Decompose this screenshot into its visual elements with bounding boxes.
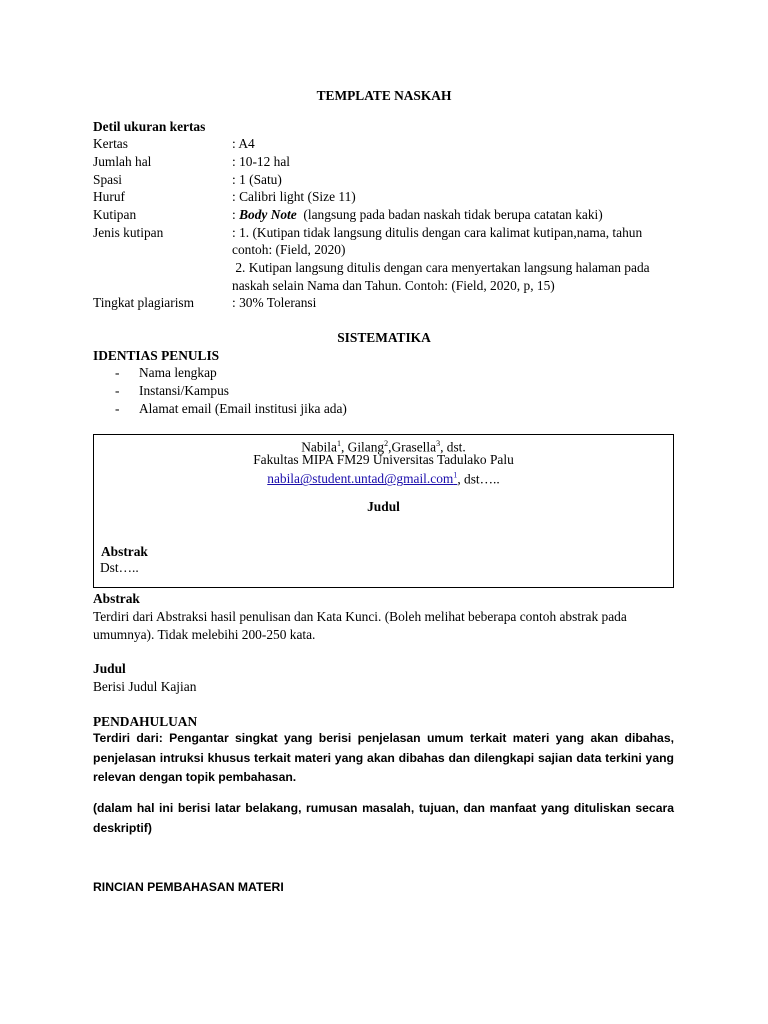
bullet-text: Nama lengkap xyxy=(139,365,217,380)
pendahuluan-line: deskriptif) xyxy=(93,821,152,835)
list-item xyxy=(115,364,217,382)
row-key: Kutipan xyxy=(93,207,137,222)
paper-row-jenis-3 xyxy=(93,259,683,277)
row-key: Kertas xyxy=(93,136,128,151)
document-title: TEMPLATE NASKAH xyxy=(316,88,452,103)
row-value: 2. Kutipan langsung ditulis dengan cara menyertakan langsung halaman pada xyxy=(232,260,650,275)
row-key: Jenis kutipan xyxy=(93,225,164,240)
box-dst: Dst….. xyxy=(100,560,139,575)
paper-row-kertas xyxy=(93,135,683,153)
email-text: nabila@student.untad@gmail.com xyxy=(267,471,454,487)
bullet-mark: - xyxy=(115,383,120,398)
author-name: , dst. xyxy=(440,439,466,455)
abstrak-line: umumnya). Tidak melebihi 200-250 kata. xyxy=(93,627,316,642)
bullet-mark: - xyxy=(115,365,120,380)
abstrak-line: Terdiri dari Abstraksi hasil penulisan dan Kata Kunci. (Boleh melihat beberapa contoh abstrak pada xyxy=(93,609,627,624)
row-key: Huruf xyxy=(93,189,125,204)
email-link[interactable] xyxy=(267,471,457,486)
kutipan-prefix: : xyxy=(232,207,240,222)
kutipan-rest: (langsung pada badan naskah tidak berupa catatan kaki) xyxy=(296,207,603,222)
pendahuluan-line: Terdiri dari: Pengantar singkat yang berisi penjelasan umum terkait materi yang akan dibahas, xyxy=(93,731,674,745)
bullet-mark: - xyxy=(115,401,120,416)
list-item xyxy=(115,382,230,400)
email-sup: 1 xyxy=(453,471,458,480)
row-key: Spasi xyxy=(93,172,123,187)
row-value: : 10-12 hal xyxy=(232,154,291,169)
row-key: Jumlah hal xyxy=(93,154,152,169)
row-value: : 1 (Satu) xyxy=(232,172,282,187)
pendahuluan-heading: PENDAHULUAN xyxy=(93,714,198,729)
author-sup: 3 xyxy=(436,439,441,448)
row-value: naskah selain Nama dan Tahun. Contoh: (Field, 2020, p, 15) xyxy=(232,278,555,293)
judul-heading: Judul xyxy=(93,661,126,676)
sistematika-heading: SISTEMATIKA xyxy=(337,330,431,345)
list-item xyxy=(115,400,347,418)
row-value: contoh: (Field, 2020) xyxy=(232,242,346,257)
paper-row-jenis-2 xyxy=(93,241,683,259)
bullet-text: Alamat email (Email institusi jika ada) xyxy=(139,401,347,416)
pendahuluan-line: relevan dengan topik pembahasan. xyxy=(93,770,297,784)
author-name: , Gilang xyxy=(340,439,385,455)
row-value: : 1. (Kutipan tidak langsung ditulis dengan cara kalimat kutipan,nama, tahun xyxy=(232,225,643,240)
rincian-heading: RINCIAN PEMBAHASAN MATERI xyxy=(93,880,284,894)
row-value: : A4 xyxy=(232,136,255,151)
author-sup: 1 xyxy=(336,439,341,448)
row-key: Tingkat plagiarism xyxy=(93,295,195,310)
bullet-text: Instansi/Kampus xyxy=(139,383,230,398)
row-value: : 30% Toleransi xyxy=(232,295,317,310)
paper-row-spasi xyxy=(93,171,683,189)
row-value xyxy=(232,206,603,224)
email-rest: , dst….. xyxy=(457,471,500,487)
paper-row-jumlah xyxy=(93,153,683,171)
author-sup: 2 xyxy=(384,439,389,448)
sample-header-box xyxy=(93,434,674,588)
author-name: Nabila xyxy=(301,439,337,455)
paper-row-plagiarism xyxy=(93,294,683,312)
kutipan-bold: Body Note xyxy=(239,207,297,222)
abstrak-heading: Abstrak xyxy=(93,591,140,606)
faculty-line: Fakultas MIPA FM29 Universitas Tadulako Palu xyxy=(253,452,514,467)
identitas-heading: IDENTIAS PENULIS xyxy=(93,348,220,363)
paper-row-jenis xyxy=(93,224,683,242)
email-line xyxy=(94,467,673,488)
author-name: ,Grasella xyxy=(388,439,437,455)
paper-details-heading: Detil ukuran kertas xyxy=(93,119,206,134)
row-value: : Calibri light (Size 11) xyxy=(232,189,356,204)
paper-row-kutipan xyxy=(93,206,683,224)
pendahuluan-line: (dalam hal ini berisi latar belakang, rumusan masalah, tujuan, dan manfaat yang dituliskan secara xyxy=(93,801,674,815)
judul-text: Berisi Judul Kajian xyxy=(93,679,197,694)
box-judul: Judul xyxy=(367,499,400,514)
paper-row-jenis-4 xyxy=(93,277,683,295)
paper-row-huruf xyxy=(93,188,683,206)
box-abstrak: Abstrak xyxy=(101,544,148,559)
pendahuluan-line: penjelasan intruksi khusus terkait materi yang akan dibahas dan dilengkapi sajian data terkini yang xyxy=(93,751,674,765)
